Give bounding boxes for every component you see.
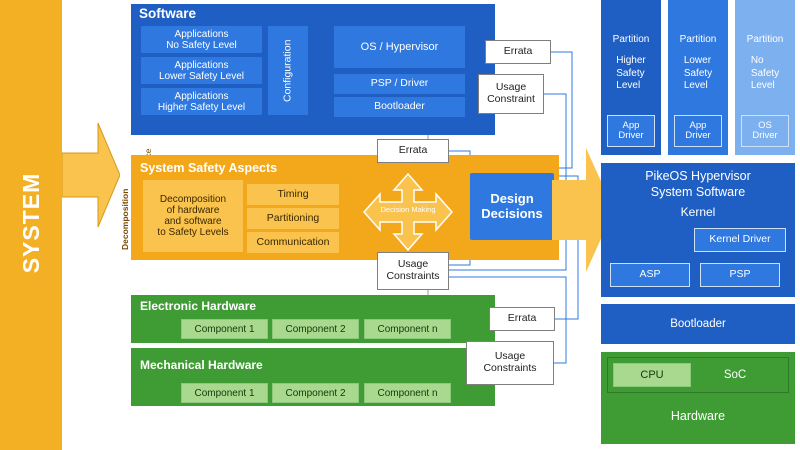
partition-1-level-line-2: Safety	[616, 67, 645, 79]
cpu-box[interactable]: CPU	[613, 363, 691, 387]
pikeos-title	[601, 168, 795, 202]
kernel-driver-box[interactable]: Kernel Driver	[694, 228, 786, 252]
usage-hw-line-2: Constraints	[483, 362, 537, 374]
bootloader-panel: Bootloader	[601, 304, 795, 344]
pikeos-title-line-1: PikeOS Hypervisor	[645, 169, 751, 184]
app-2-line-1: Applications	[174, 59, 229, 71]
partition-3-driver[interactable]	[741, 115, 789, 147]
safety-aspect-timing[interactable]: Timing	[247, 184, 339, 205]
psp-box[interactable]: PSP	[700, 263, 780, 287]
psp-driver-block[interactable]: PSP / Driver	[334, 74, 465, 94]
usage-ssa-line-1: Usage	[397, 258, 429, 271]
system-label: SYSTEM	[18, 172, 45, 274]
partition-3-driver-line-1: OS	[758, 119, 772, 131]
mechanical-component-1[interactable]: Component 1	[181, 383, 268, 403]
partition-2-title: Partition	[679, 34, 717, 45]
app-3-line-2: Higher Safety Level	[157, 101, 246, 113]
electronic-component-2[interactable]: Component 2	[272, 319, 359, 339]
partition-1-level-line-3: Level	[616, 80, 641, 91]
software-title: Software	[139, 6, 197, 21]
design-decisions-line-2: Decisions	[481, 205, 543, 221]
usage-hw-line-1: Usage	[494, 350, 526, 363]
soc-label: SoC	[723, 368, 747, 381]
usage-ssa-line-2: Constraints	[386, 270, 440, 282]
electronic-hardware-title: Electronic Hardware	[140, 299, 257, 313]
partition-2-driver-line-2: Driver	[685, 130, 711, 141]
errata-hardware-box[interactable]: Errata	[489, 307, 555, 331]
partition-higher-safety-level[interactable]	[601, 0, 661, 155]
design-decisions-line-1: Design	[490, 191, 534, 207]
usage-sw-line-1: Usage	[495, 81, 527, 94]
hardware-label: Hardware	[670, 409, 726, 424]
partition-2-level-line-2: Safety	[683, 67, 713, 79]
application-no-safety-level[interactable]	[141, 26, 262, 53]
decomposition-to-safety-levels-box[interactable]	[143, 180, 243, 252]
partition-lower-safety-level[interactable]	[668, 0, 728, 155]
configuration-block[interactable]	[268, 26, 308, 115]
partition-2-level-line-3: Level	[683, 80, 708, 91]
decomposition-arrow-icon	[62, 50, 120, 300]
electronic-component-1[interactable]: Component 1	[181, 319, 268, 339]
partition-2-level-line-1: Lower	[683, 55, 712, 66]
os-hypervisor-block[interactable]: OS / Hypervisor	[334, 26, 465, 68]
app-1-line-2: No Safety Level	[166, 39, 237, 51]
partition-3-level-line-2: Safety	[750, 67, 780, 79]
ssa-decomp-line-3: and software	[164, 216, 222, 227]
errata-software-box[interactable]: Errata	[485, 40, 551, 64]
design-decisions-box[interactable]	[470, 173, 554, 240]
partition-1-driver[interactable]	[607, 115, 655, 147]
app-1-line-1: Applications	[174, 28, 229, 40]
application-higher-safety-level[interactable]	[141, 88, 262, 115]
partition-1-level	[616, 55, 645, 93]
configuration-label: Configuration	[281, 39, 294, 102]
partition-1-driver-line-2: Driver	[618, 130, 644, 141]
mechanical-component-n[interactable]: Component n	[364, 383, 451, 403]
electronic-component-n[interactable]: Component n	[364, 319, 451, 339]
partition-3-title: Partition	[746, 34, 784, 45]
usage-constraints-hardware-box[interactable]	[466, 341, 554, 385]
decomposition-line-1: Decomposition	[120, 188, 130, 250]
ssa-decomp-line-4: to Safety Levels	[157, 227, 229, 238]
safety-aspect-communication[interactable]: Communication	[247, 232, 339, 253]
kernel-label: Kernel	[680, 205, 716, 220]
partition-3-level-line-3: Level	[750, 80, 775, 91]
mechanical-component-2[interactable]: Component 2	[272, 383, 359, 403]
partition-1-level-line-1: Higher	[616, 55, 646, 66]
ssa-decomp-line-1: Decomposition	[159, 194, 227, 205]
app-2-line-2: Lower Safety Level	[158, 70, 245, 82]
partition-1-driver-line-1: App	[622, 119, 640, 131]
mechanical-hardware-title: Mechanical Hardware	[140, 358, 263, 372]
partition-2-driver-line-1: App	[689, 119, 707, 131]
app-3-line-1: Applications	[174, 90, 229, 102]
usage-constraints-safety-box[interactable]	[377, 252, 449, 290]
pikeos-title-line-2: System Software	[650, 185, 746, 199]
errata-safety-box[interactable]: Errata	[377, 139, 449, 163]
partition-2-driver[interactable]	[674, 115, 722, 147]
partition-3-level-line-1: No	[750, 55, 764, 66]
safety-aspect-partitioning[interactable]: Partitioning	[247, 208, 339, 229]
decision-making-label: Decision Making	[380, 204, 436, 214]
partition-3-level	[751, 55, 779, 93]
partition-2-level	[684, 55, 712, 93]
asp-box[interactable]: ASP	[610, 263, 690, 287]
partition-1-title: Partition	[612, 34, 650, 45]
partition-no-safety-level[interactable]	[735, 0, 795, 155]
software-bootloader-block[interactable]: Bootloader	[334, 97, 465, 117]
partition-3-driver-line-2: Driver	[752, 130, 778, 141]
usage-sw-line-2: Constraint	[487, 93, 535, 105]
system-safety-aspects-title: System Safety Aspects	[140, 161, 278, 175]
usage-constraint-software-box[interactable]	[478, 74, 544, 114]
ssa-decomp-line-2: of hardware	[166, 205, 220, 216]
application-lower-safety-level[interactable]	[141, 57, 262, 84]
